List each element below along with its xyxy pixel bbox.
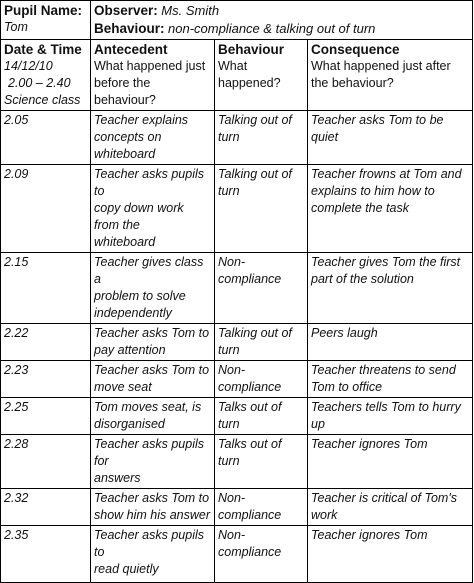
- table-row: [1, 253, 473, 324]
- row-consequence-line: Peers laugh: [311, 326, 378, 340]
- pupil-label: Pupil Name:: [4, 3, 83, 18]
- consequence-question-2: the behaviour?: [311, 76, 394, 90]
- row-antecedent-line: disorganised: [94, 417, 165, 431]
- behaviour-question-2: happened?: [218, 76, 281, 90]
- row-antecedent-line: problem to solve: [94, 289, 186, 303]
- behaviour-header-cell: [215, 40, 308, 111]
- row-time: 2.05: [4, 113, 29, 127]
- row-consequence-line: Teacher frowns at Tom and: [311, 167, 462, 181]
- pupil-value: Tom: [4, 20, 28, 34]
- row-antecedent-line: whiteboard: [94, 235, 156, 249]
- pupil-observer-row: [1, 1, 473, 40]
- table-row: [1, 324, 473, 361]
- row-time: 2.23: [4, 363, 29, 377]
- table-row: [1, 361, 473, 398]
- observer-label: Observer:: [94, 3, 158, 18]
- row-consequence-line: Teacher is critical of Tom's: [311, 491, 457, 505]
- row-antecedent-line: concepts on whiteboard: [94, 130, 162, 161]
- row-behaviour: Non-compliance: [218, 255, 282, 286]
- row-antecedent-line: Teacher explains: [94, 113, 189, 127]
- row-antecedent-line: Teacher asks Tom to: [94, 491, 210, 505]
- table-row: [1, 165, 473, 253]
- row-consequence-line: up: [311, 417, 325, 431]
- row-consequence-line: Teacher gives Tom the first: [311, 255, 461, 269]
- row-time: 2.32: [4, 491, 29, 505]
- row-behaviour: Non-compliance: [218, 528, 282, 559]
- row-antecedent-line: Tom moves seat, is: [94, 400, 202, 414]
- row-consequence-line: Teachers tells Tom to hurry: [311, 400, 461, 414]
- row-consequence-line: Teacher ignores Tom: [311, 528, 428, 542]
- row-consequence-line: part of the solution: [311, 272, 414, 286]
- row-antecedent-line: answers: [94, 471, 141, 485]
- antecedent-question-2: before the behaviour?: [94, 76, 156, 107]
- pupil-cell: [1, 1, 91, 40]
- observation-time: 2.00 – 2.40: [8, 76, 71, 90]
- row-behaviour: Talks out of turn: [218, 400, 282, 431]
- behaviour-label: Behaviour:: [94, 21, 165, 36]
- consequence-header: Consequence: [311, 42, 400, 57]
- row-antecedent-line: Teacher asks pupils to: [94, 167, 205, 198]
- row-antecedent-line: Teacher asks Tom to: [94, 363, 210, 377]
- row-antecedent-line: independently: [94, 306, 172, 320]
- row-antecedent-line: copy down work from the: [94, 201, 184, 232]
- antecedent-question-1: What happened just: [94, 59, 206, 73]
- row-antecedent-line: pay attention: [94, 343, 166, 357]
- row-antecedent-line: Teacher gives class a: [94, 255, 204, 286]
- row-time: 2.15: [4, 255, 29, 269]
- table-row: [1, 435, 473, 489]
- row-consequence-line: complete the task: [311, 201, 409, 215]
- row-antecedent-line: Teacher asks pupils for: [94, 437, 205, 468]
- behaviour-question-1: What: [218, 59, 248, 73]
- table-row: [1, 398, 473, 435]
- row-behaviour: Non-compliance: [218, 491, 282, 522]
- row-consequence-line: Tom to office: [311, 380, 383, 394]
- row-behaviour: Talks out of turn: [218, 437, 282, 468]
- row-antecedent-line: Teacher asks Tom to: [94, 326, 210, 340]
- row-antecedent-line: Teacher asks pupils to: [94, 528, 205, 559]
- row-behaviour: Talking out of turn: [218, 167, 292, 198]
- table-row: [1, 489, 473, 526]
- row-antecedent-line: read quietly: [94, 562, 159, 576]
- consequence-question-1: What happened just after: [311, 59, 451, 73]
- row-behaviour: Talking out of turn: [218, 113, 292, 144]
- row-consequence-line: Teacher asks Tom to be quiet: [311, 113, 444, 144]
- datetime-header: Date & Time: [4, 42, 82, 57]
- antecedent-header: Antecedent: [94, 42, 168, 57]
- observer-value: Ms. Smith: [161, 3, 220, 18]
- datetime-header-cell: [1, 40, 91, 111]
- row-consequence-line: Teacher ignores Tom: [311, 437, 428, 451]
- row-time: 2.22: [4, 326, 29, 340]
- row-antecedent-line: move seat: [94, 380, 152, 394]
- row-consequence-line: work: [311, 508, 338, 522]
- row-time: 2.09: [4, 167, 29, 181]
- table-row: [1, 526, 473, 583]
- row-consequence-line: explains to him how to: [311, 184, 435, 198]
- consequence-header-cell: [308, 40, 473, 111]
- row-antecedent-line: show him his answer: [94, 508, 211, 522]
- row-time: 2.35: [4, 528, 29, 542]
- row-behaviour: Talking out of turn: [218, 326, 292, 357]
- column-header-row: [1, 40, 473, 111]
- row-behaviour: Non-compliance: [218, 363, 282, 394]
- row-consequence-line: Teacher threatens to send: [311, 363, 456, 377]
- table-row: [1, 111, 473, 165]
- row-time: 2.28: [4, 437, 29, 451]
- observer-cell: [91, 1, 473, 40]
- observation-date: 14/12/10: [4, 59, 53, 73]
- behaviour-value: non-compliance & talking out of turn: [168, 21, 376, 36]
- antecedent-header-cell: [91, 40, 215, 111]
- observation-class: Science class: [4, 93, 81, 107]
- behaviour-header: Behaviour: [218, 42, 285, 57]
- row-time: 2.25: [4, 400, 29, 414]
